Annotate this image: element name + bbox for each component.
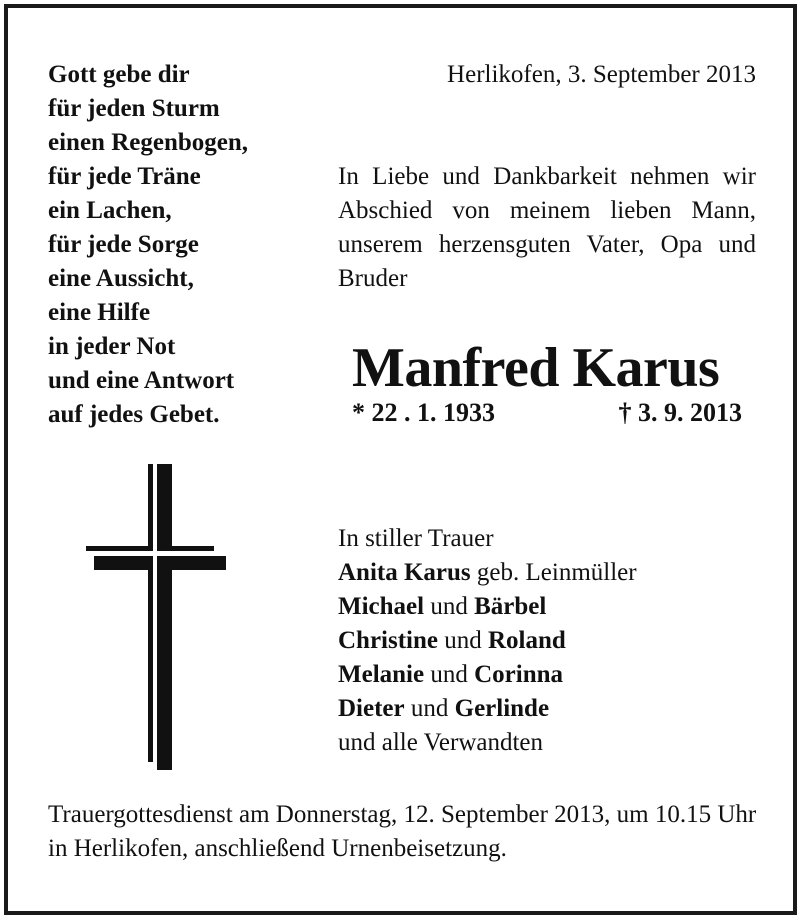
poem-line: auf jedes Gebet.	[48, 401, 220, 428]
intro-text: In Liebe und Dankbarkeit nehmen wir Abschied von meinem lieben Mann, unserem herzensguten Vater, Opa und Bruder	[338, 163, 756, 292]
mourner-pair	[338, 624, 637, 658]
mourner-widow	[338, 556, 637, 590]
mourner-joiner: und	[424, 661, 475, 688]
mourner-joiner: und	[438, 627, 488, 654]
mourner-first: Michael	[338, 593, 425, 620]
mourners-closing: und alle Verwandten	[338, 729, 544, 756]
mourners-list	[338, 522, 637, 760]
poem-line: für jeden Sturm	[48, 95, 220, 122]
place-date: Herlikofen, 3. September 2013	[447, 61, 756, 88]
mourner-first: Melanie	[338, 661, 425, 688]
mourner-second: Bärbel	[474, 593, 547, 620]
poem-line: eine Aussicht,	[48, 265, 194, 292]
poem	[48, 58, 248, 432]
mourner-pair	[338, 692, 637, 726]
mourner-first: Dieter	[338, 695, 405, 722]
poem-line: eine Hilfe	[48, 299, 151, 326]
mourner-joiner: und	[404, 695, 455, 722]
mourner-second: Gerlinde	[454, 695, 550, 722]
death-date: † 3. 9. 2013	[618, 398, 742, 427]
mourner-first: Christine	[338, 627, 438, 654]
mourner-second: Roland	[488, 627, 566, 654]
birth-date: * 22 . 1. 1933	[352, 398, 495, 427]
mourner-pair	[338, 658, 637, 692]
poem-line: in jeder Not	[48, 333, 176, 360]
poem-line: für jede Träne	[48, 163, 201, 190]
widow-maiden-name: geb. Leinmüller	[470, 559, 637, 586]
mourner-joiner: und	[424, 593, 475, 620]
deceased-name: Manfred Karus	[352, 337, 720, 399]
poem-line: Gott gebe dir	[48, 61, 190, 88]
poem-line: ein Lachen,	[48, 197, 172, 224]
mourner-pair	[338, 590, 637, 624]
cross-icon	[80, 460, 240, 770]
service-notice: Trauergottesdienst am Donnerstag, 12. September 2013, um 10.15 Uhr in Herlikofen, anschließend Urnenbeisetzung.	[48, 801, 757, 862]
widow-name: Anita Karus	[338, 559, 471, 586]
mourners-heading: In stiller Trauer	[338, 525, 494, 552]
poem-line: für jede Sorge	[48, 231, 199, 258]
poem-line: und eine Antwort	[48, 367, 235, 394]
mourner-second: Corinna	[474, 661, 563, 688]
poem-line: einen Regenbogen,	[48, 129, 248, 156]
